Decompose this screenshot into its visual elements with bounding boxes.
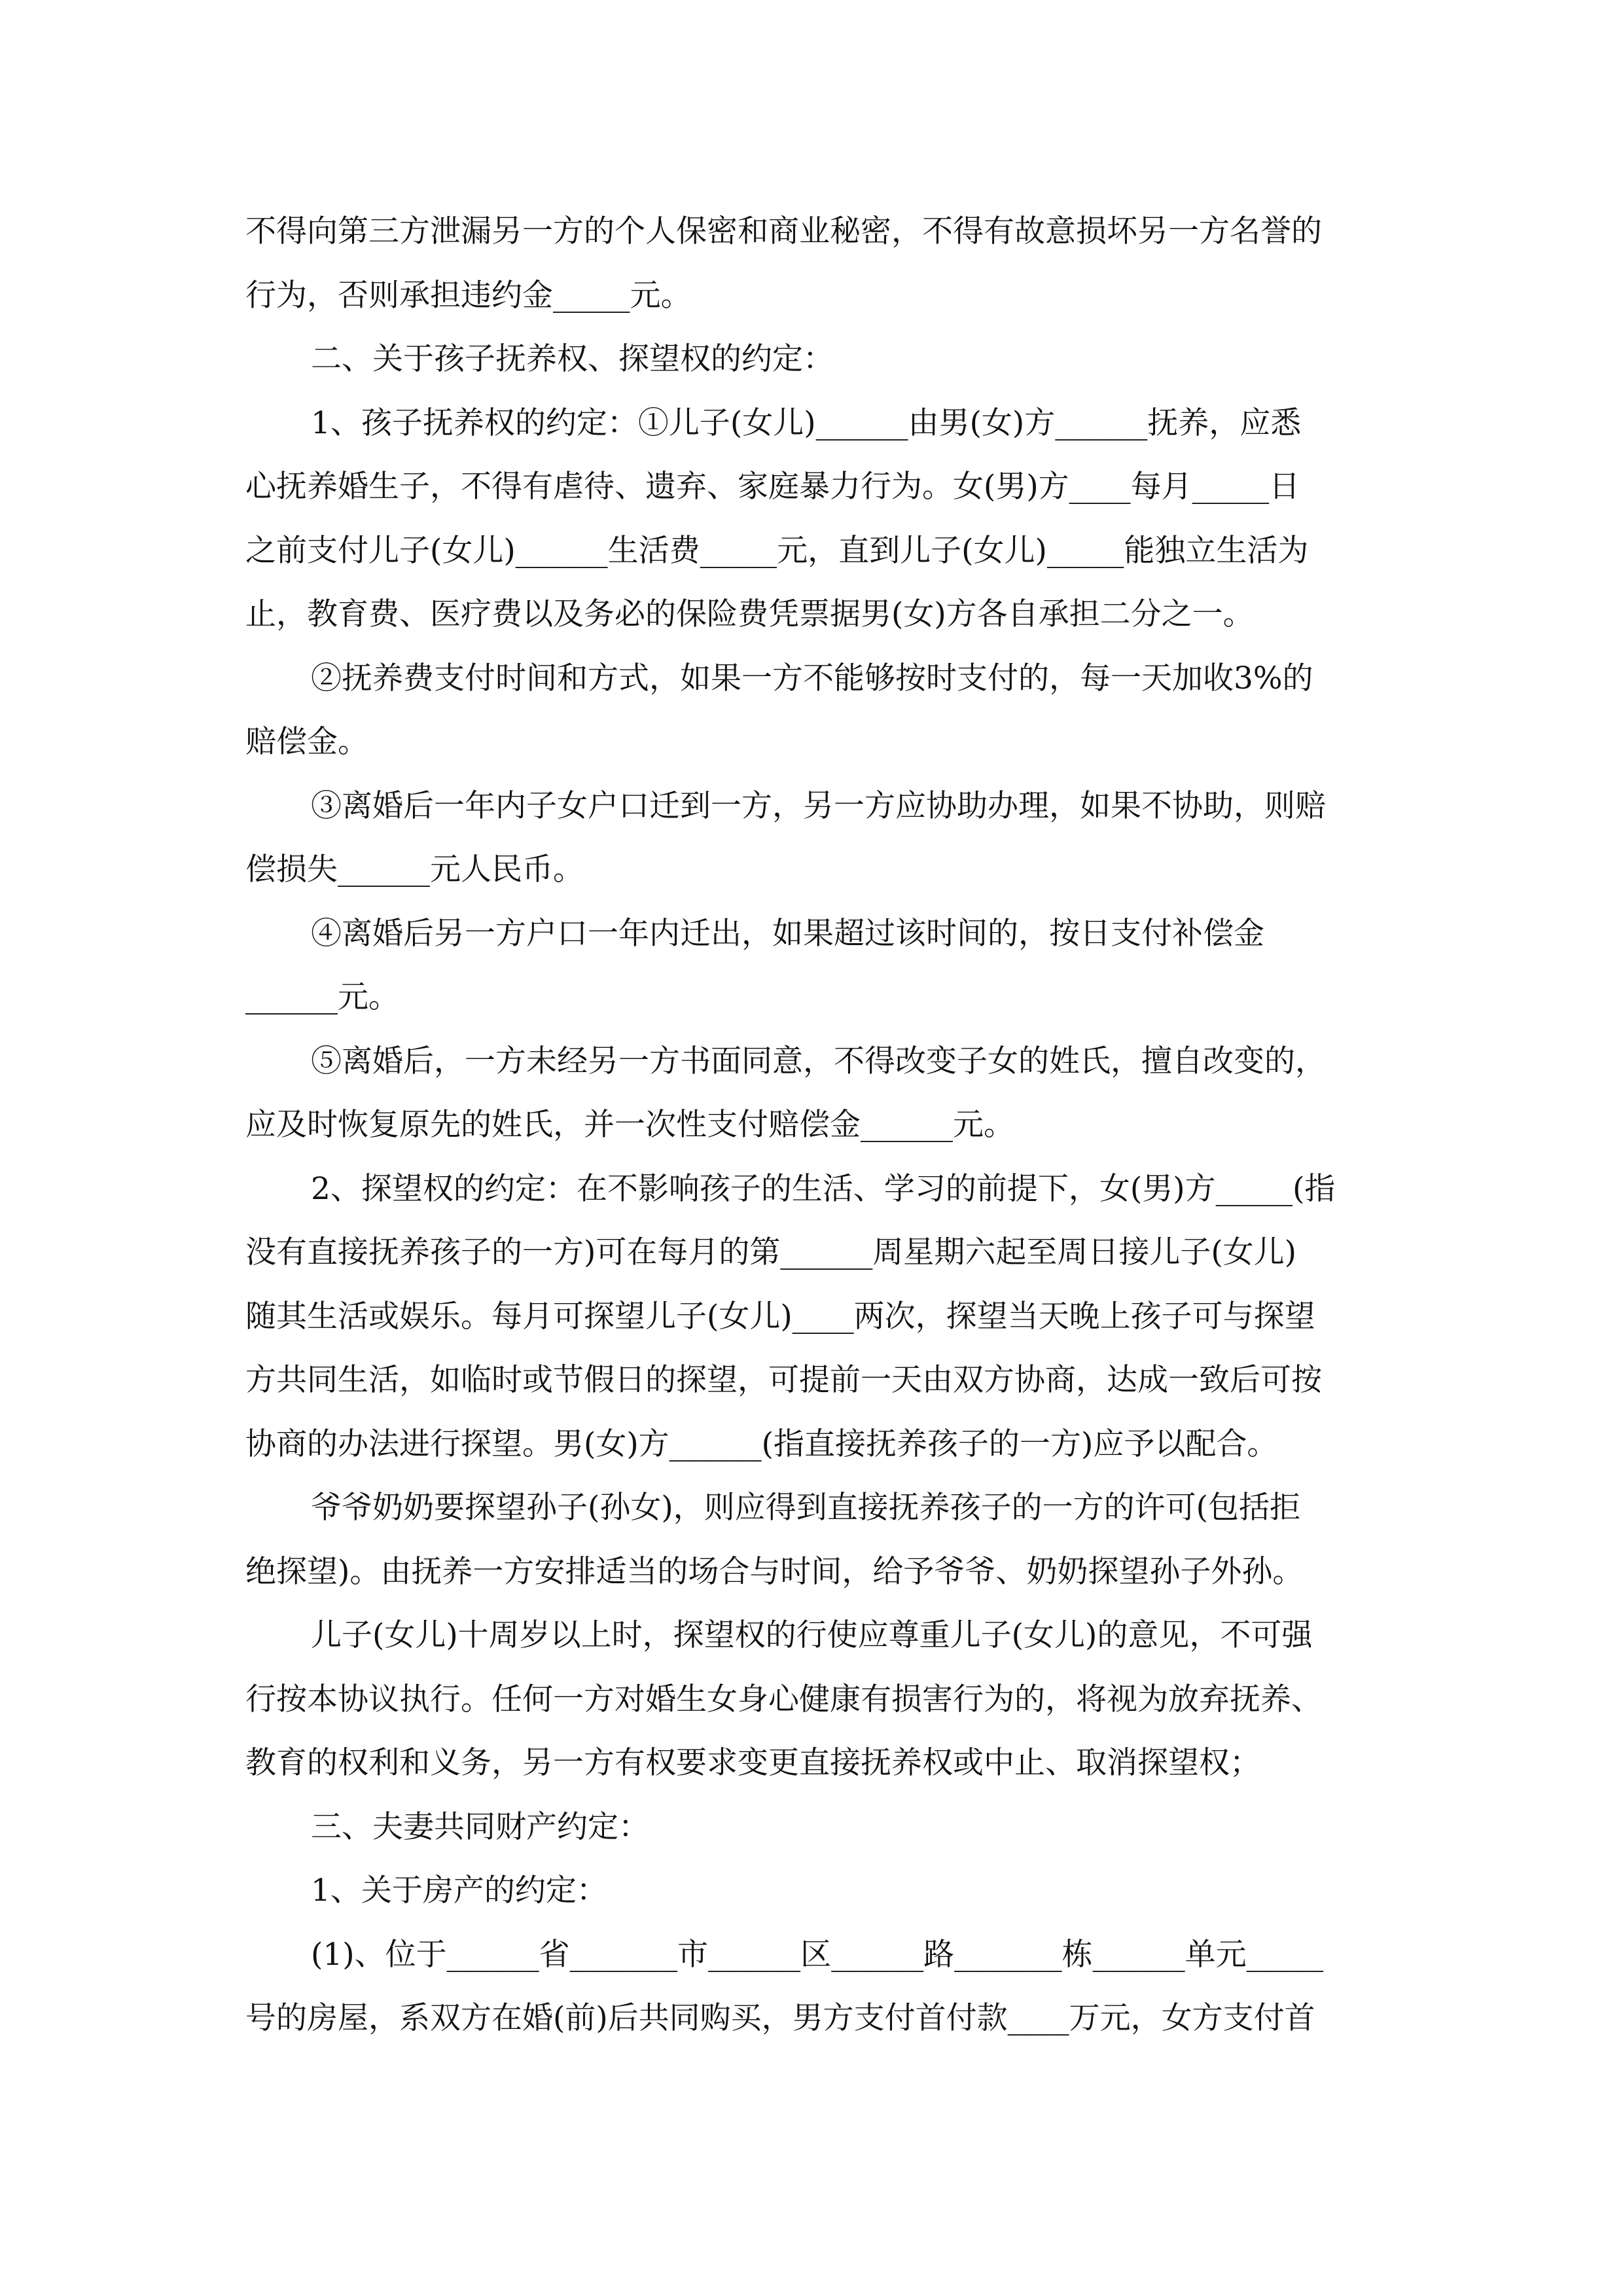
text-line: 赔偿金。 — [245, 724, 368, 760]
text-line: ______元。 — [245, 979, 399, 1015]
text-line: 行为，否则承担违约金_____元。 — [245, 277, 692, 314]
text-line: 儿子(女儿)十周岁以上时，探望权的行使应尊重儿子(女儿)的意见，不可强 — [311, 1617, 1313, 1653]
text-line: 教育的权利和义务，另一方有权要求变更直接抚养权或中止、取消探望权； — [245, 1745, 1260, 1781]
text-line: 2、探望权的约定：在不影响孩子的生活、学习的前提下，女(男)方_____(指 — [311, 1170, 1336, 1207]
text-line: ③离婚后一年内子女户口迁到一方，另一方应协助办理，如果不协助，则赔 — [311, 787, 1326, 824]
text-line: 爷爷奶奶要探望孙子(孙女)，则应得到直接抚养孩子的一方的许可(包括拒 — [311, 1490, 1301, 1526]
text-line: 绝探望)。由抚养一方安排适当的场合与时间，给予爷爷、奶奶探望孙子外孙。 — [245, 1553, 1304, 1590]
text-line: ②抚养费支付时间和方式，如果一方不能够按时支付的，每一天加收3%的 — [311, 660, 1313, 696]
text-line: 偿损失______元人民币。 — [245, 852, 584, 888]
text-line: 没有直接抚养孩子的一方)可在每月的第______周星期六起至周日接儿子(女儿) — [245, 1234, 1297, 1270]
text-line: 止，教育费、医疗费以及务必的保险费凭票据男(女)方各自承担二分之一。 — [245, 596, 1254, 632]
document-body — [245, 200, 1387, 2051]
text-line: 不得向第三方泄漏另一方的个人保密和商业秘密，不得有故意损坏另一方名誉的 — [245, 213, 1322, 249]
text-line: ④离婚后另一方户口一年内迁出，如果超过该时间的，按日支付补偿金 — [311, 915, 1264, 952]
text-line: 随其生活或娱乐。每月可探望儿子(女儿)____两次，探望当天晚上孩子可与探望 — [245, 1298, 1315, 1335]
text-line: 号的房屋，系双方在婚(前)后共同购买，男方支付首付款____万元，女方支付首 — [245, 2000, 1315, 2036]
text-line: ⑤离婚后，一方未经另一方书面同意，不得改变子女的姓氏，擅自改变的， — [311, 1043, 1326, 1079]
section-heading: 二、关于孩子抚养权、探望权的约定： — [311, 341, 834, 377]
text-line: (1)、位于______省_______市______区______路_______栋______单元_____ — [311, 1936, 1324, 1973]
text-line: 1、孩子抚养权的约定：①儿子(女儿)______由男(女)方______抚养，应悉 — [311, 404, 1302, 441]
text-line: 应及时恢复原先的姓氏，并一次性支付赔偿金______元。 — [245, 1107, 1014, 1143]
text-line: 协商的办法进行探望。男(女)方______(指直接抚养孩子的一方)应予以配合。 — [245, 1426, 1278, 1462]
text-line: 之前支付儿子(女儿)______生活费_____元，直到儿子(女儿)_____能独立生活为 — [245, 532, 1309, 569]
section-heading: 三、夫妻共同财产约定： — [311, 1808, 649, 1845]
text-line: 心抚养婚生子，不得有虐待、遗弃、家庭暴力行为。女(男)方____每月_____日 — [245, 469, 1300, 505]
text-line: 方共同生活，如临时或节假日的探望，可提前一天由双方协商，达成一致后可按 — [245, 1362, 1322, 1398]
subsection-heading: 1、关于房产的约定： — [311, 1873, 607, 1909]
text-line: 行按本协议执行。任何一方对婚生女身心健康有损害行为的，将视为放弃抚养、 — [245, 1681, 1322, 1717]
